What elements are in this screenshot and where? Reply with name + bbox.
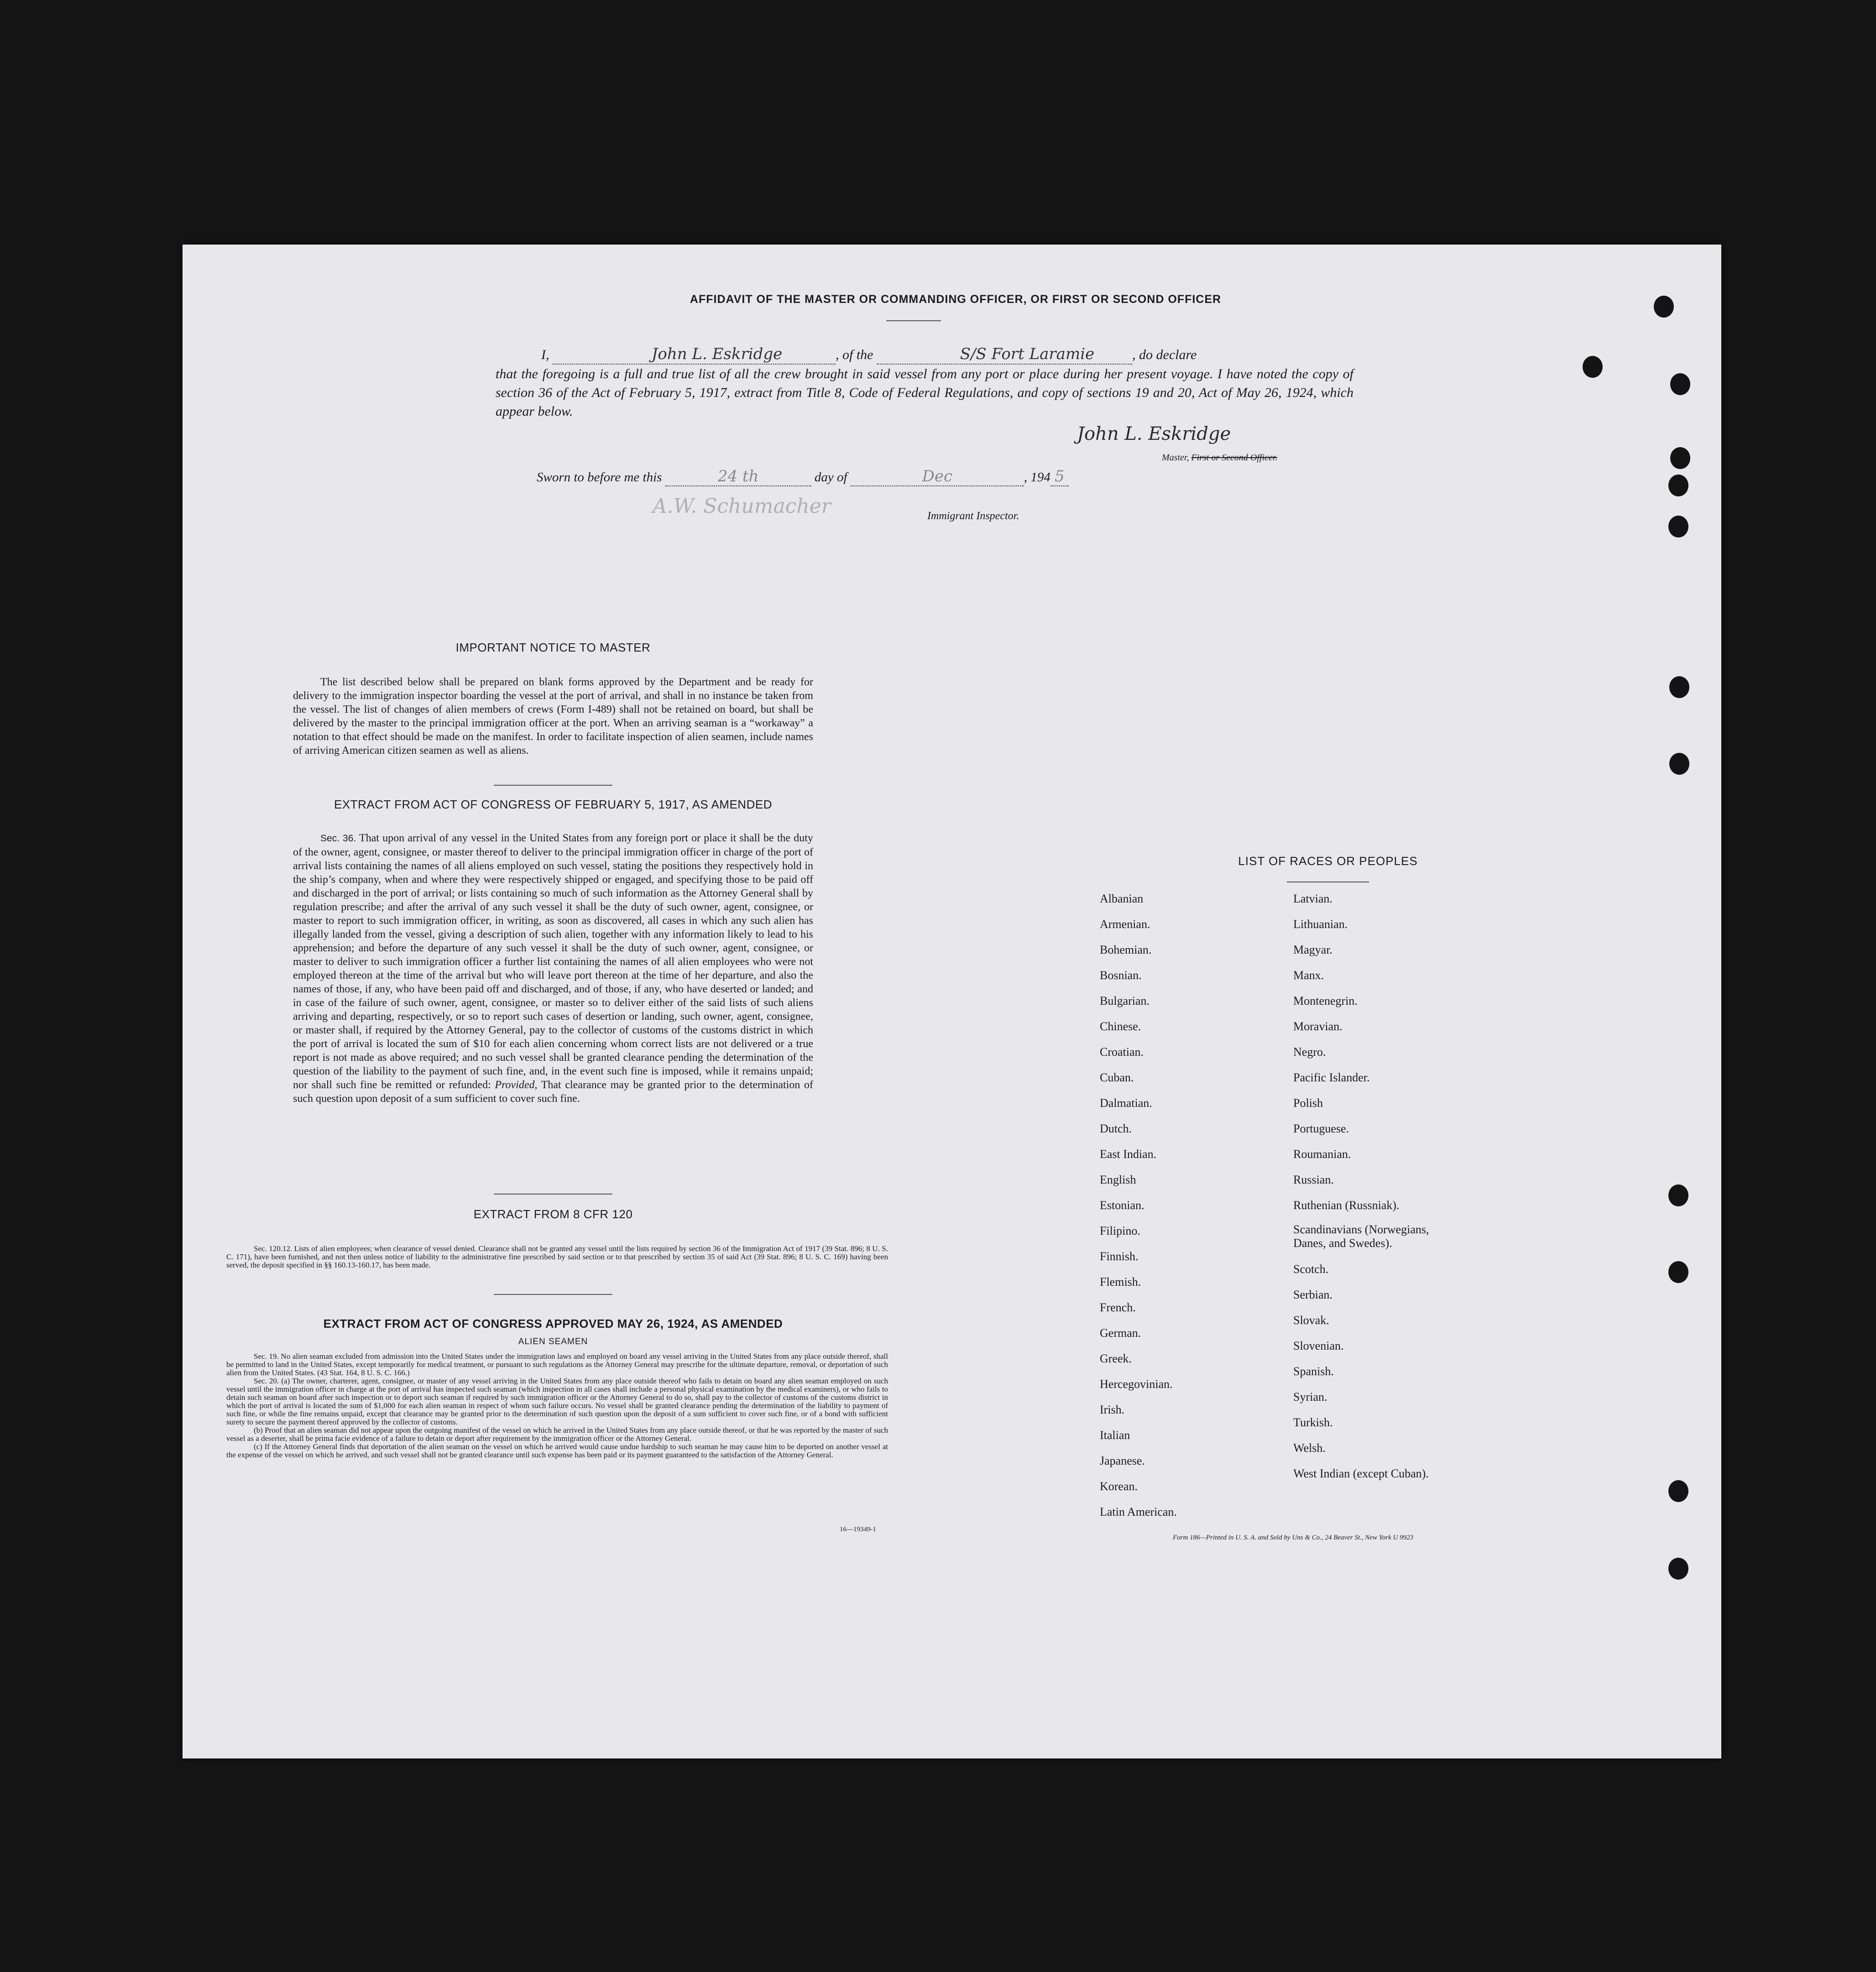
alien-seamen-subtitle: ALIEN SEAMEN [518,1337,588,1346]
race-item: Armenian. [1100,918,1150,931]
punch-hole [1670,447,1690,469]
race-item: East Indian. [1100,1148,1157,1161]
race-item: German. [1100,1326,1141,1340]
races-right-column [1293,886,1531,1487]
proviso-text: That clearance may be granted prior to the determination of such question upon deposit of a sum sufficient to cover such fine. [293,1079,813,1105]
punch-hole [1583,356,1603,378]
race-item: Negro. [1293,1045,1326,1059]
race-item: Magyar. [1293,943,1333,956]
race-item: Latin American. [1100,1505,1177,1518]
race-item: Polish [1293,1096,1323,1110]
divider [494,1194,612,1195]
affidavit-title: AFFIDAVIT OF THE MASTER OR COMMANDING OFFICER, OR FIRST OR SECOND OFFICER [690,293,1222,306]
race-item: Slovak. [1293,1314,1329,1327]
punch-hole [1668,1184,1688,1206]
extract-1924-text [226,1352,888,1459]
struck-caption-text: First or Second Officer. [1191,453,1278,463]
sworn-day-field: 24 th [665,467,811,486]
race-item: Pacific Islander. [1293,1071,1370,1084]
race-item: Albanian [1100,892,1144,905]
race-item: Korean. [1100,1480,1138,1493]
race-item: Welsh. [1293,1441,1326,1455]
race-item: Cuban. [1100,1071,1134,1084]
race-item: Croatian. [1100,1045,1144,1059]
race-item: Scandinavians (Norwegians, Danes, and Swedes). [1293,1223,1429,1250]
master-signature: John L. Eskridge [1077,423,1231,444]
master-name-field: John L. Eskridge [553,345,836,365]
race-item: Finnish. [1100,1250,1139,1263]
form-number: 16—19349-1 [840,1526,876,1533]
affidavit-of-the: , of the [836,347,873,362]
extract-cfr-title: EXTRACT FROM 8 CFR 120 [473,1207,633,1221]
section-20b-text: (b) Proof that an alien seaman did not appear upon the outgoing manifest of the vessel on which he arrived in the United States from any place outside thereof, or that he was reported by the master of such vessel as a deserter, shall be prima facie evidence of a failure to detain or deport after requirement by the immigration officer or the Attorney General. [226,1426,888,1443]
divider [494,1294,612,1295]
divider [886,320,941,321]
race-item: Slovenian. [1293,1339,1344,1352]
section-19-text: Sec. 19. No alien seaman excluded from admission into the United States under the immigration laws and employed on board any vessel arriving in the United States from any place outside thereof, shall be permitted to land in the United States, except temporarily for medical treatment, or pursuant to such regulations as the Attorney General may prescribe for the ultimate departure, removal, or deportation of such alien from the United States. (43 Stat. 164, 8 U. S. C. 166.) [226,1352,888,1377]
affidavit-prefix: I, [541,347,549,362]
race-item: English [1100,1173,1136,1186]
inspector-caption: Immigrant Inspector. [927,510,1019,522]
race-item: Flemish. [1100,1275,1141,1289]
race-item: Turkish. [1293,1416,1333,1429]
race-item: French. [1100,1301,1136,1314]
race-item: Montenegrin. [1293,994,1358,1007]
race-item: Roumanian. [1293,1148,1351,1161]
punch-hole [1668,1261,1688,1283]
extract-1917-title: EXTRACT FROM ACT OF CONGRESS OF FEBRUARY 5, 1917, AS AMENDED [334,798,772,811]
race-item: Greek. [1100,1352,1132,1365]
race-item: Bosnian. [1100,969,1142,982]
races-left-column [1100,886,1282,1525]
race-item: Dutch. [1100,1122,1132,1135]
printer-line: Form 186—Printed in U. S. A. and Sold by Uns & Co., 24 Beaver St., New York U 9923 [1173,1534,1414,1541]
extract-cfr-text: Sec. 120.12. Lists of alien employees; when clearance of vessel denied. Clearance shall not be granted any vessel until the lists required by section 36 of the Immigration Act of 1917 (39 Stat. 896; 8 U. S. C. 171), have been furnished, and not then unless notice of liability to the administrative fine prescribed by said section or to that prescribed by section 35 of said Act (39 Stat. 896; 8 U. S. C. 169) having been served, the deposit specified in §§ 160.13-160.17, has been made. [226,1244,888,1269]
master-caption [1162,453,1277,463]
race-item: Latvian. [1293,892,1333,905]
master-caption-text: Master, [1162,453,1191,463]
sworn-year-field: 5 [1050,467,1069,486]
punch-hole [1668,516,1688,537]
sworn-month-field: Dec [851,467,1024,486]
sworn-year-prefix: , 194 [1024,470,1050,485]
race-item: Moravian. [1293,1020,1343,1033]
extract-1924-title: EXTRACT FROM ACT OF CONGRESS APPROVED MAY 26, 1924, AS AMENDED [323,1317,783,1330]
race-item: Chinese. [1100,1020,1141,1033]
race-item: Lithuanian. [1293,918,1348,931]
races-title: LIST OF RACES OR PEOPLES [1238,854,1418,868]
punch-hole [1670,373,1690,395]
race-item: Irish. [1100,1403,1125,1416]
extract-1917-text [293,831,813,1106]
race-item: Italian [1100,1429,1130,1442]
race-item: Syrian. [1293,1390,1327,1403]
race-item: Portuguese. [1293,1122,1349,1135]
affidavit-body: that the foregoing is a full and true list of all the crew brought in said vessel from any port or place during her present voyage. I have noted the copy of section 36 of the Act of February 5, 1917, extract from Title 8, Code of Federal Regulations, and copy of sections 19 and 20, Act of May 26, 1924, which appear below. [496,366,1353,419]
inspector-signature: A.W. Schumacher [653,495,831,518]
race-item: Manx. [1293,969,1324,982]
punch-hole [1668,475,1688,496]
race-item: Russian. [1293,1173,1334,1186]
punch-hole [1669,676,1689,698]
vessel-name-field: S/S Fort Laramie [877,345,1132,365]
sworn-mid: day of [814,470,847,485]
section-label: Sec. 36. [320,833,356,844]
race-item: Ruthenian (Russniak). [1293,1199,1400,1212]
affidavit-declare: , do declare [1132,347,1197,362]
race-item: Scotch. [1293,1262,1329,1276]
punch-hole [1654,296,1674,318]
race-item: Serbian. [1293,1288,1333,1301]
race-item: Dalmatian. [1100,1096,1152,1110]
notice-title: IMPORTANT NOTICE TO MASTER [455,641,651,654]
proviso-label: Provided, [495,1079,538,1091]
sworn-line [537,467,1069,486]
punch-hole [1669,753,1689,775]
race-item: Bulgarian. [1100,994,1150,1007]
race-item: Japanese. [1100,1454,1145,1467]
punch-hole [1668,1480,1688,1502]
section-20a-text: Sec. 20. (a) The owner, charterer, agent, consignee, or master of any vessel arriving in the United States from any place outside thereof who fails to detain on board any alien seaman employed on such vessel until the immigration officer in charge at the port of arrival has inspected such seaman (which inspection in all cases shall include a personal physical examination by the medical examiners), or who fails to detain such seaman on board after such inspection or to deport such seaman if required by such immigration officer or the Attorney General to do so, shall pay to the collector of customs of the customs district in which the port of arrival is located the sum of $1,000 for each alien seaman in respect of whom such failure occurs. No vessel shall be granted clearance pending the determination of the liability to payment of such fine, or while the fine remains unpaid, except that clearance may be granted prior to the determination of such question upon the deposit of a sum sufficient to cover such fine, or of a bond with sufficient surety to secure the payment thereof approved by the collector of customs. [226,1377,888,1426]
race-item: Hercegovinian. [1100,1377,1173,1391]
divider [494,785,612,786]
race-item: Estonian. [1100,1199,1144,1212]
sworn-prefix: Sworn to before me this [537,470,662,485]
affidavit-text [496,345,1353,421]
punch-hole [1668,1558,1688,1580]
section-20c-text: (c) If the Attorney General finds that deportation of the alien seaman on the vessel on which he arrived would cause undue hardship to such seaman he may cause him to be deported on another vessel at the expense of the vessel on which he arrived, and such vessel shall not be granted clearance until such expense has been paid or its payment guaranteed to the satisfaction of the Attorney General. [226,1442,888,1459]
document-page [183,245,1721,1758]
race-item: Filipino. [1100,1224,1140,1237]
section-36-text: That upon arrival of any vessel in the United States from any foreign port or place it shall be the duty of the owner, agent, consignee, or master thereof to deliver to the principal immigration officer in charge of the port of arrival lists containing the names of all aliens employed on such vessel, stating the positions they respectively hold in the ship’s company, when and where they were respectively shipped or engaged, and specifying those to be paid off and discharged in the port of arrival; or lists containing so much of such information as the Attorney General shall by regulation prescribe; and after the arrival of any such vessel it shall be the duty of such owner, agent, consignee, or master to report to such immigration officer, in writing, as soon as discovered, all cases in which any such alien has illegally landed from the vessel, giving a description of such alien, together with any information likely to lead to his apprehension; and before the departure of any such vessel it shall be the duty of such owner, agent, consignee, or master to deliver to such immigration officer a further list containing the names of all alien employees who were not employed thereon at the time of the arrival but who will leave port thereon at the time of her departure, and also the names of those, if any, who have been paid off and discharged, and of those, if any, who have deserted or landed; and in case of the failure of such owner, agent, consignee, or master so to deliver either of the said lists of such aliens arriving and departing, respectively, or so to report such cases of desertion or landing, such owner, agent, consignee, or master shall, if required by the Attorney General, pay to the collector of customs of the customs district in which the port of arrival is located the sum of $10 for each alien concerning whom correct lists are not delivered or a true report is not made as above required; and no such vessel shall be granted clearance pending the determination of the question of the liability to the payment of such fine, and, in the event such fine is imposed, while it remains unpaid; nor shall such fine be remitted or refunded: [293,832,813,1091]
race-item: Bohemian. [1100,943,1152,956]
notice-text: The list described below shall be prepared on blank forms approved by the Department and be ready for delivery to the immigration inspector boarding the vessel at the port of arrival, and shall in no instance be taken from the vessel. The list of changes of alien members of crews (Form I-489) shall not be retained on board, but shall be delivered by the master to the principal immigration officer at the port. When an arriving seaman is a “workaway” a notation to that effect should be made on the manifest. In order to facilitate inspection of alien seamen, include names of arriving American citizen seamen as well as aliens. [293,676,813,756]
race-item: West Indian (except Cuban). [1293,1467,1429,1480]
race-item: Spanish. [1293,1365,1334,1378]
